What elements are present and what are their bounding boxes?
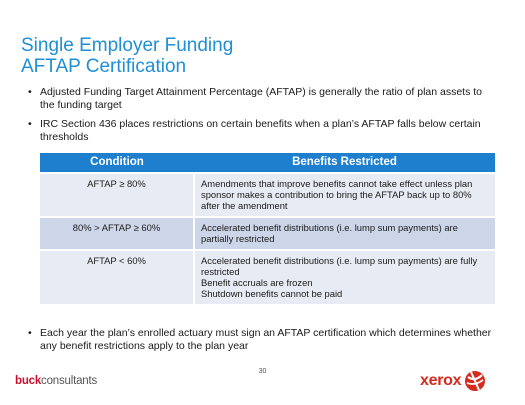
condition-cell: AFTAP < 60% — [40, 250, 194, 304]
header-condition: Condition — [40, 153, 194, 173]
benefit-line: Shutdown benefits cannot be paid — [201, 288, 343, 299]
title-line-2: AFTAP Certification — [21, 56, 187, 77]
xerox-logo — [420, 370, 486, 392]
benefits-cell — [194, 250, 495, 304]
bullet-irc-436: • IRC Section 436 places restrictions on certain benefits when a plan’s AFTAP falls below certain thresholds — [28, 118, 498, 143]
benefit-line: Accelerated benefit distributions (i.e. lump sum payments) are partially restricted — [201, 222, 458, 244]
condition-cell: AFTAP ≥ 80% — [40, 173, 194, 217]
xerox-wordmark: xerox — [420, 372, 462, 389]
buck-logo-rest: consultants — [41, 375, 98, 387]
buck-consultants-logo — [15, 375, 97, 387]
benefit-line: Amendments that improve benefits cannot take effect unless plan sponsor makes a contribution to bring the AFTAP back up to 80% after the amendment — [201, 178, 473, 211]
page-number: 30 — [258, 368, 267, 375]
table-row — [40, 250, 495, 304]
title-line-1: Single Employer Funding — [21, 35, 234, 56]
bullet-list — [28, 86, 498, 150]
slide-title — [21, 35, 233, 77]
benefit-line: Benefit accruals are frozen — [201, 277, 313, 288]
table-row — [40, 173, 495, 217]
bullet-actuary-certification: • Each year the plan’s enrolled actuary must sign an AFTAP certification which determines whether any benefit restrictions apply to the plan year — [28, 327, 510, 352]
benefits-cell — [194, 217, 495, 250]
benefit-line: Accelerated benefit distributions (i.e. lump sum payments) are fully restricted — [201, 255, 478, 277]
xerox-sphere-icon — [464, 370, 486, 392]
buck-logo-bold: buck — [15, 375, 42, 387]
benefit-restriction-table — [40, 153, 495, 304]
table-row — [40, 217, 495, 250]
condition-cell: 80% > AFTAP ≥ 60% — [40, 217, 194, 250]
benefits-cell — [194, 173, 495, 217]
header-benefits-restricted: Benefits Restricted — [194, 153, 495, 173]
bullet-aftap-definition: • Adjusted Funding Target Attainment Percentage (AFTAP) is generally the ratio of plan assets to the funding target — [28, 86, 498, 111]
